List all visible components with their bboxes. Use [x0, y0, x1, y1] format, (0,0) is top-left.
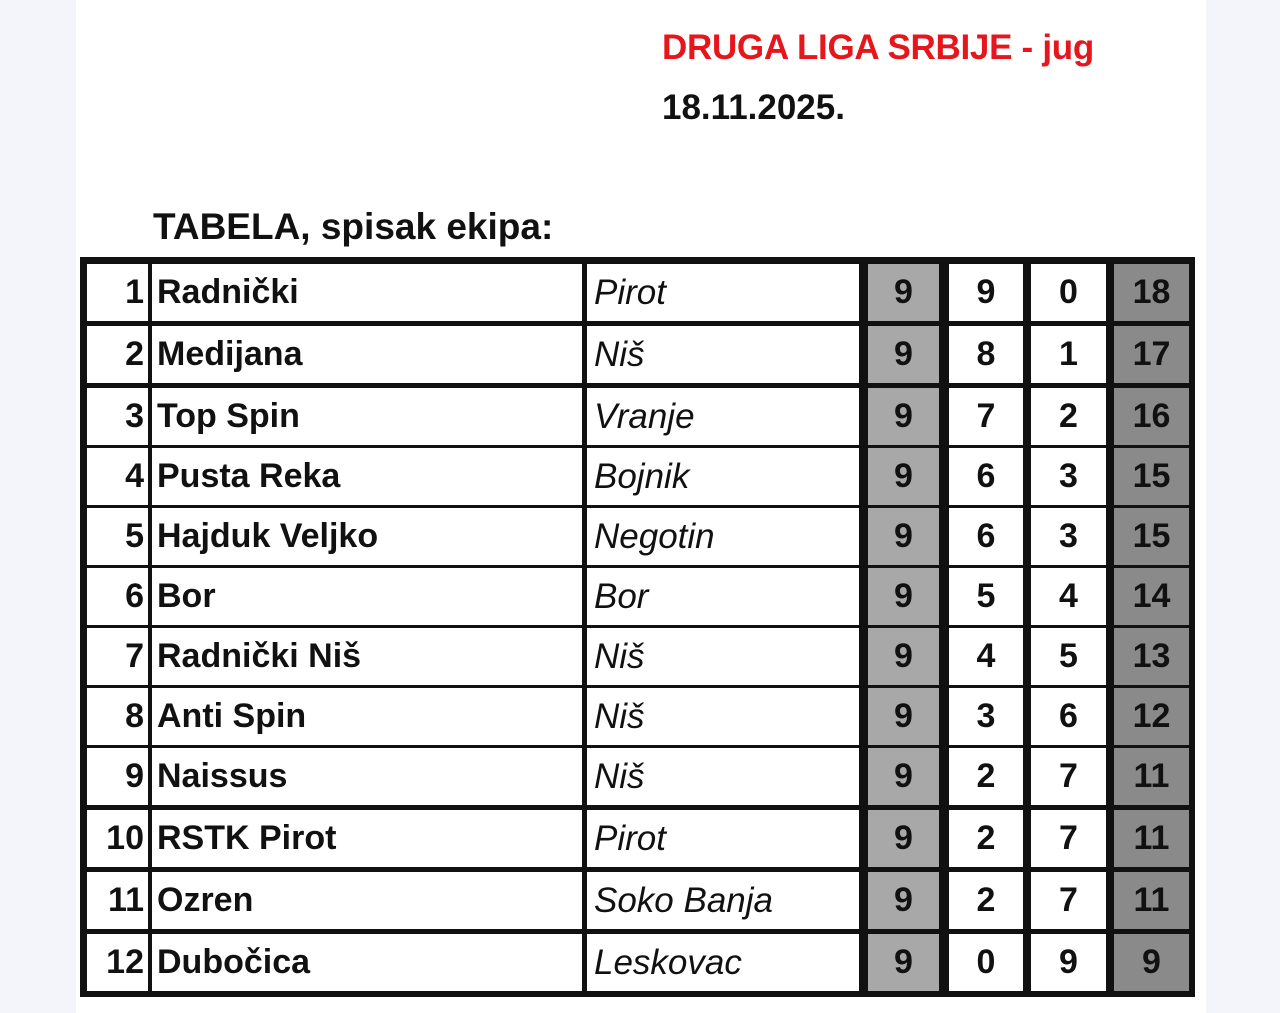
club-name-cell: Dubočica [152, 934, 582, 991]
won-cell: 0 [949, 934, 1023, 991]
points-cell: 13 [1114, 628, 1189, 685]
rank-cell: 8 [87, 688, 148, 745]
rank-cell: 7 [87, 628, 148, 685]
played-cell: 9 [868, 448, 939, 505]
table-heading: TABELA, spisak ekipa: [153, 206, 554, 247]
table-row [84, 508, 1191, 565]
played-cell: 9 [868, 688, 939, 745]
points-cell: 15 [1114, 448, 1189, 505]
played-cell: 9 [868, 264, 939, 321]
points-cell: 11 [1114, 810, 1189, 867]
points-cell: 11 [1114, 748, 1189, 805]
table-row [84, 810, 1191, 867]
lost-cell: 4 [1031, 568, 1106, 625]
lost-cell: 3 [1031, 448, 1106, 505]
won-cell: 2 [949, 810, 1023, 867]
won-cell: 9 [949, 264, 1023, 321]
lost-cell: 7 [1031, 748, 1106, 805]
league-title: DRUGA LIGA SRBIJE - jug [662, 28, 1094, 67]
rank-cell: 3 [87, 388, 148, 445]
lost-cell: 0 [1031, 264, 1106, 321]
city-cell: Niš [587, 748, 859, 805]
club-name-cell: Radnički Niš [152, 628, 582, 685]
rank-cell: 12 [87, 934, 148, 991]
club-name-cell: Ozren [152, 872, 582, 929]
city-cell: Negotin [587, 508, 859, 565]
points-cell: 17 [1114, 326, 1189, 383]
won-cell: 4 [949, 628, 1023, 685]
club-name-cell: Naissus [152, 748, 582, 805]
table-row [84, 326, 1191, 383]
lost-cell: 6 [1031, 688, 1106, 745]
club-name-cell: Top Spin [152, 388, 582, 445]
lost-cell: 7 [1031, 810, 1106, 867]
rank-cell: 10 [87, 810, 148, 867]
city-cell: Bojnik [587, 448, 859, 505]
table-row [84, 568, 1191, 625]
rank-cell: 9 [87, 748, 148, 805]
played-cell: 9 [868, 326, 939, 383]
table-row [84, 748, 1191, 805]
club-name-cell: Medijana [152, 326, 582, 383]
won-cell: 7 [949, 388, 1023, 445]
played-cell: 9 [868, 508, 939, 565]
table-row [84, 388, 1191, 445]
points-cell: 18 [1114, 264, 1189, 321]
table-row [84, 628, 1191, 685]
city-cell: Pirot [587, 810, 859, 867]
played-cell: 9 [868, 872, 939, 929]
club-name-cell: Pusta Reka [152, 448, 582, 505]
rank-cell: 5 [87, 508, 148, 565]
lost-cell: 9 [1031, 934, 1106, 991]
club-name-cell: Radnički [152, 264, 582, 321]
club-name-cell: Bor [152, 568, 582, 625]
points-cell: 12 [1114, 688, 1189, 745]
played-cell: 9 [868, 568, 939, 625]
won-cell: 2 [949, 872, 1023, 929]
played-cell: 9 [868, 388, 939, 445]
rank-cell: 11 [87, 872, 148, 929]
lost-cell: 5 [1031, 628, 1106, 685]
league-date: 18.11.2025. [662, 88, 845, 127]
lost-cell: 2 [1031, 388, 1106, 445]
lost-cell: 1 [1031, 326, 1106, 383]
rank-cell: 1 [87, 264, 148, 321]
city-cell: Vranje [587, 388, 859, 445]
city-cell: Pirot [587, 264, 859, 321]
lost-cell: 7 [1031, 872, 1106, 929]
city-cell: Niš [587, 688, 859, 745]
table-row [84, 934, 1191, 991]
points-cell: 14 [1114, 568, 1189, 625]
club-name-cell: Anti Spin [152, 688, 582, 745]
points-cell: 15 [1114, 508, 1189, 565]
won-cell: 6 [949, 508, 1023, 565]
rank-cell: 4 [87, 448, 148, 505]
won-cell: 5 [949, 568, 1023, 625]
city-cell: Niš [587, 628, 859, 685]
won-cell: 6 [949, 448, 1023, 505]
played-cell: 9 [868, 810, 939, 867]
table-row [84, 448, 1191, 505]
won-cell: 3 [949, 688, 1023, 745]
played-cell: 9 [868, 628, 939, 685]
won-cell: 2 [949, 748, 1023, 805]
rank-cell: 6 [87, 568, 148, 625]
table-row [84, 688, 1191, 745]
standings-table [80, 257, 1195, 997]
lost-cell: 3 [1031, 508, 1106, 565]
club-name-cell: RSTK Pirot [152, 810, 582, 867]
points-cell: 9 [1114, 934, 1189, 991]
city-cell: Niš [587, 326, 859, 383]
points-cell: 11 [1114, 872, 1189, 929]
city-cell: Leskovac [587, 934, 859, 991]
club-name-cell: Hajduk Veljko [152, 508, 582, 565]
points-cell: 16 [1114, 388, 1189, 445]
rank-cell: 2 [87, 326, 148, 383]
city-cell: Bor [587, 568, 859, 625]
played-cell: 9 [868, 934, 939, 991]
played-cell: 9 [868, 748, 939, 805]
won-cell: 8 [949, 326, 1023, 383]
city-cell: Soko Banja [587, 872, 859, 929]
table-row [84, 872, 1191, 929]
table-row [84, 264, 1191, 321]
